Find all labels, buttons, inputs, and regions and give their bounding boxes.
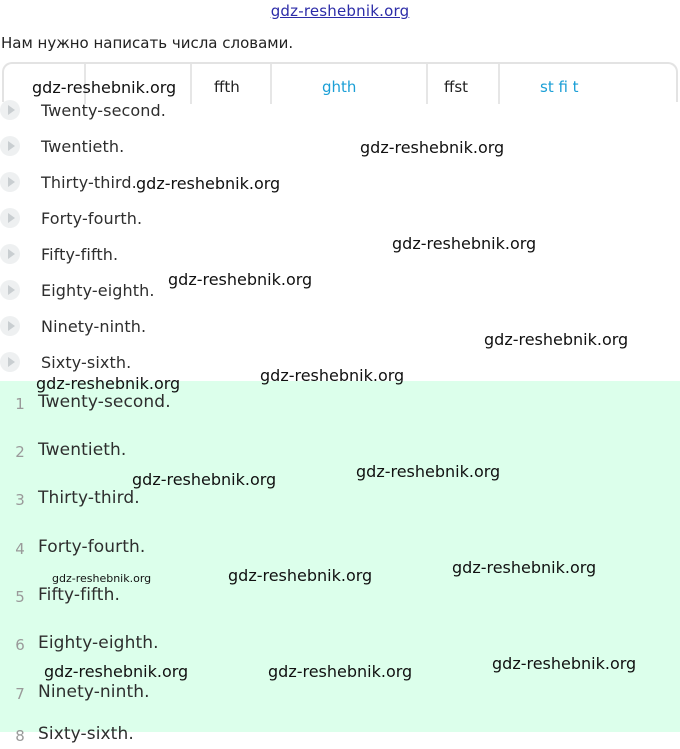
intro-text: Нам нужно написать числа словами.: [1, 34, 294, 52]
play-icon[interactable]: [0, 172, 20, 192]
tab-3-label: ffst: [444, 78, 469, 96]
answer-number: 3: [15, 491, 25, 509]
answer-row: [0, 677, 680, 707]
answer-text: Fifty-fifth.: [38, 585, 120, 605]
watermark: gdz-reshebnik.org: [392, 234, 537, 253]
list-item-text: Fifty-fifth.: [41, 245, 119, 264]
play-icon[interactable]: [0, 352, 20, 372]
answer-text: Forty-fourth.: [38, 537, 146, 557]
tab-2[interactable]: [322, 78, 357, 96]
answer-text: Twenty-second.: [38, 392, 171, 412]
tab-2-label: ghth: [322, 78, 357, 96]
play-icon[interactable]: [0, 280, 20, 300]
play-icon[interactable]: [0, 100, 20, 120]
watermark: gdz-reshebnik.org: [44, 662, 189, 681]
list-item-text: Forty-fourth.: [41, 209, 143, 228]
list-item: [0, 237, 680, 267]
watermark: gdz-reshebnik.org: [168, 270, 313, 289]
list-item-text: Thirty-third.: [41, 173, 137, 192]
list-item: [0, 93, 680, 123]
play-icon[interactable]: [0, 316, 20, 336]
answer-text: Eighty-eighth.: [38, 633, 159, 653]
watermark: gdz-reshebnik.org: [228, 566, 373, 585]
play-icon[interactable]: [0, 208, 20, 228]
watermark: gdz-reshebnik.org: [36, 374, 181, 393]
answer-number: 5: [15, 588, 25, 606]
answer-text: Twentieth.: [38, 440, 127, 460]
answer-row: [0, 483, 680, 513]
list-item-text: Twenty-second.: [41, 101, 166, 120]
list-item-text: Sixty-sixth.: [41, 353, 132, 372]
answer-number: 1: [15, 395, 25, 413]
answer-text: Sixty-sixth.: [38, 724, 134, 744]
watermark: gdz-reshebnik.org: [260, 366, 405, 385]
list-item-text: Twentieth.: [41, 137, 125, 156]
watermark: gdz-reshebnik.org: [452, 558, 597, 577]
answer-text: Thirty-third.: [38, 488, 140, 508]
tab-1-label: ffth: [214, 78, 240, 96]
play-icon[interactable]: [0, 136, 20, 156]
tab-4-label: st fi t: [540, 78, 579, 96]
list-item: [0, 165, 680, 195]
watermark: gdz-reshebnik.org: [356, 462, 501, 481]
answer-row: [0, 719, 680, 749]
answer-number: 8: [15, 727, 25, 745]
answer-number: 4: [15, 540, 25, 558]
play-icon[interactable]: [0, 244, 20, 264]
list-item: [0, 129, 680, 159]
watermark: gdz-reshebnik.org: [268, 662, 413, 681]
watermark: gdz-reshebnik.org: [132, 470, 277, 489]
watermark: gdz-reshebnik.org: [484, 330, 629, 349]
answer-text: Ninety-ninth.: [38, 682, 150, 702]
tab-1[interactable]: [214, 78, 240, 96]
answer-number: 6: [15, 636, 25, 654]
list-item: [0, 273, 680, 303]
site-title[interactable]: gdz-reshebnik.org: [270, 2, 410, 20]
list-item-text: Eighty-eighth.: [41, 281, 155, 300]
watermark: gdz-reshebnik.org: [32, 78, 177, 97]
watermark: gdz-reshebnik.org: [52, 572, 152, 585]
watermark: gdz-reshebnik.org: [492, 654, 637, 673]
answer-number: 7: [15, 685, 25, 703]
answer-row: [0, 435, 680, 465]
list-item: [0, 201, 680, 231]
list-item-text: Ninety-ninth.: [41, 317, 147, 336]
tab-3[interactable]: [444, 78, 469, 96]
tab-4[interactable]: [540, 78, 579, 96]
answer-number: 2: [15, 443, 25, 461]
watermark: gdz-reshebnik.org: [136, 174, 281, 193]
watermark: gdz-reshebnik.org: [360, 138, 505, 157]
